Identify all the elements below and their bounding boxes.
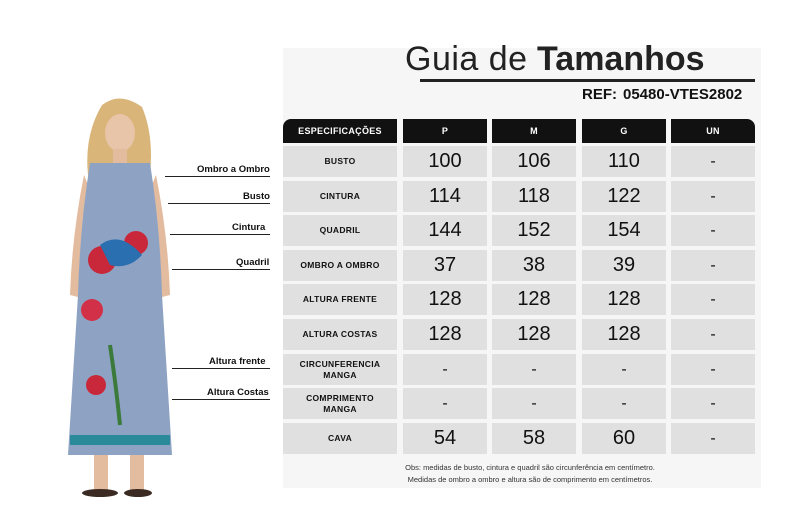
label-ombro-a-ombro: Ombro a Ombro [197, 164, 270, 175]
table-cell: - [582, 354, 666, 385]
note-line-2: Medidas de ombro a ombro e altura são de comprimento em centímetros. [407, 475, 653, 484]
leader-quadril [172, 269, 270, 270]
table-cell: - [671, 250, 755, 281]
table-cell: 128 [492, 284, 576, 315]
table-cell: 144 [403, 215, 487, 246]
label-busto: Busto [243, 191, 270, 202]
table-cell: 38 [492, 250, 576, 281]
table-cell: 58 [492, 423, 576, 454]
model-figure [50, 95, 190, 505]
table-cell: 128 [582, 319, 666, 350]
table-cell: - [671, 181, 755, 212]
product-ref [582, 86, 742, 103]
table-cell: 118 [492, 181, 576, 212]
row-label: COMPRIMENTO MANGA [283, 388, 397, 419]
header-size-m: M [492, 119, 576, 143]
table-cell: 128 [582, 284, 666, 315]
label-cintura: Cintura [232, 222, 266, 233]
table-cell: 122 [582, 181, 666, 212]
header-size-g: G [582, 119, 666, 143]
row-label: QUADRIL [283, 215, 397, 246]
row-label: CAVA [283, 423, 397, 454]
header-specs: ESPECIFICAÇÕES [283, 119, 397, 143]
table-cell: 154 [582, 215, 666, 246]
title-bold: Tamanhos [537, 40, 705, 78]
row-label: BUSTO [283, 146, 397, 177]
table-cell: 152 [492, 215, 576, 246]
row-label: CINTURA [283, 181, 397, 212]
table-cell: 60 [582, 423, 666, 454]
table-cell: - [671, 319, 755, 350]
leader-busto [168, 203, 270, 204]
row-label: ALTURA COSTAS [283, 319, 397, 350]
table-cell: 106 [492, 146, 576, 177]
leader-cintura [170, 234, 270, 235]
table-cell: 128 [403, 319, 487, 350]
table-cell: - [671, 284, 755, 315]
header-size-p: P [403, 119, 487, 143]
table-cell: - [582, 388, 666, 419]
table-cell: 100 [403, 146, 487, 177]
header-size-un: UN [671, 119, 755, 143]
label-altura-frente: Altura frente [209, 356, 266, 367]
table-cell: 128 [403, 284, 487, 315]
title-light: Guia de [405, 40, 528, 78]
table-cell: - [671, 354, 755, 385]
table-cell: 39 [582, 250, 666, 281]
row-label: CIRCUNFERENCIA MANGA [283, 354, 397, 385]
table-cell: 54 [403, 423, 487, 454]
table-cell: - [671, 215, 755, 246]
table-cell: 110 [582, 146, 666, 177]
table-cell: 37 [403, 250, 487, 281]
label-altura-costas: Altura Costas [207, 387, 269, 398]
label-quadril: Quadril [236, 257, 270, 268]
table-cell: - [492, 354, 576, 385]
ref-code: 05480-VTES2802 [623, 86, 743, 103]
row-label: ALTURA FRENTE [283, 284, 397, 315]
table-cell: - [671, 388, 755, 419]
table-cell: 114 [403, 181, 487, 212]
table-cell: - [403, 388, 487, 419]
table-cell: 128 [492, 319, 576, 350]
leader-altura-frente [172, 368, 270, 369]
table-cell: - [492, 388, 576, 419]
page-title [405, 40, 705, 79]
table-cell: - [671, 146, 755, 177]
row-label: OMBRO A OMBRO [283, 250, 397, 281]
table-cell: - [403, 354, 487, 385]
leader-altura-costas [172, 399, 270, 400]
ref-label: REF: [582, 86, 617, 103]
table-cell: - [671, 423, 755, 454]
title-underline [420, 79, 755, 82]
measurement-note [300, 462, 760, 486]
leader-ombro [165, 176, 270, 177]
note-line-1: Obs: medidas de busto, cintura e quadril são circunferência em centímetro. [405, 463, 655, 472]
